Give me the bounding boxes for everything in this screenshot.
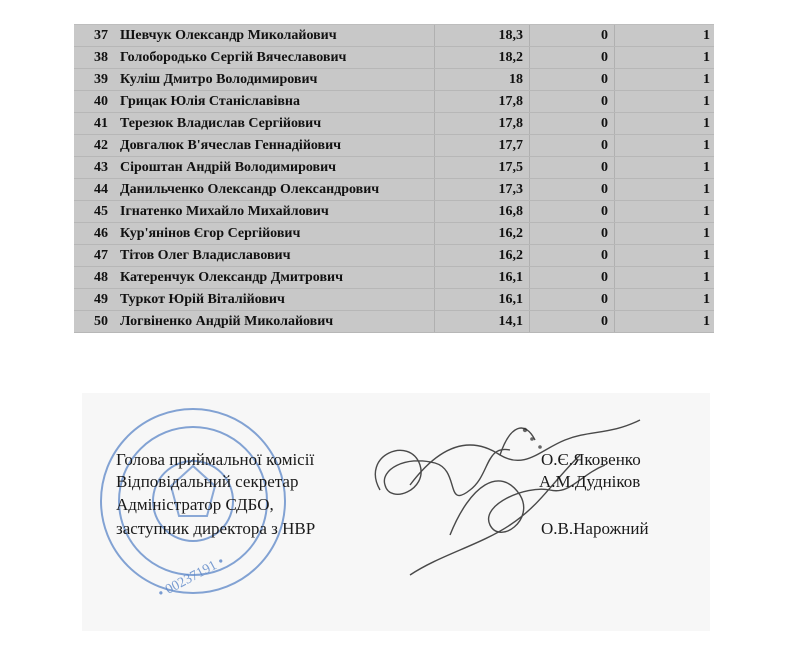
score-cell: 16,8 [435, 201, 530, 222]
one-cell: 1 [703, 137, 710, 153]
zero-cell: 0 [530, 289, 615, 310]
table-row [74, 201, 714, 223]
score-cell: 18,3 [435, 25, 530, 46]
one-cell: 1 [703, 181, 710, 197]
table-row [74, 25, 714, 47]
applicant-name: Сіроштан Андрій Володимирович [114, 157, 435, 178]
zero-cell: 0 [530, 245, 615, 266]
one-cell: 1 [703, 71, 710, 87]
zero-cell: 0 [530, 223, 615, 244]
row-number: 50 [94, 313, 108, 329]
zero-cell: 0 [530, 25, 615, 46]
row-number: 37 [94, 27, 108, 43]
one-cell: 1 [703, 49, 710, 65]
one-cell: 1 [703, 269, 710, 285]
row-number: 38 [94, 49, 108, 65]
row-number: 45 [94, 203, 108, 219]
chairman-role: Голова приймальної комісії [116, 450, 315, 469]
score-cell: 16,1 [435, 289, 530, 310]
svg-text:• 00237191 •: • 00237191 • [155, 554, 228, 602]
score-cell: 17,3 [435, 179, 530, 200]
applicant-name: Кур'янінов Єгор Сергійович [114, 223, 435, 244]
table-row [74, 289, 714, 311]
applicant-name: Данильченко Олександр Олександрович [114, 179, 435, 200]
score-cell: 17,8 [435, 113, 530, 134]
row-number: 41 [94, 115, 108, 131]
score-cell: 17,7 [435, 135, 530, 156]
table-row [74, 135, 714, 157]
applicant-name: Логвіненко Андрій Миколайович [114, 311, 435, 332]
one-cell: 1 [703, 93, 710, 109]
table-row [74, 91, 714, 113]
applicant-name: Ігнатенко Михайло Михайлович [114, 201, 435, 222]
table-row [74, 179, 714, 201]
row-number: 42 [94, 137, 108, 153]
applicant-name: Куліш Дмитро Володимирович [114, 69, 435, 90]
one-cell: 1 [703, 159, 710, 175]
table-row [74, 69, 714, 91]
results-table [74, 24, 714, 333]
row-number: 39 [94, 71, 108, 87]
applicant-name: Тітов Олег Владиславович [114, 245, 435, 266]
score-cell: 16,2 [435, 245, 530, 266]
table-row [74, 245, 714, 267]
secretary-role: Відповідальний секретар [116, 472, 299, 491]
admin-role-line2: заступник директора з НВР [116, 519, 316, 538]
score-cell: 18 [435, 69, 530, 90]
table-row [74, 157, 714, 179]
table-row [74, 113, 714, 135]
applicant-name: Туркот Юрій Віталійович [114, 289, 435, 310]
score-cell: 18,2 [435, 47, 530, 68]
applicant-name: Голобородько Сергій Вячеславович [114, 47, 435, 68]
zero-cell: 0 [530, 157, 615, 178]
applicant-name: Довгалюк В'ячеслав Геннадійович [114, 135, 435, 156]
zero-cell: 0 [530, 91, 615, 112]
row-number: 40 [94, 93, 108, 109]
zero-cell: 0 [530, 113, 615, 134]
applicant-name: Терезюк Владислав Сергійович [114, 113, 435, 134]
zero-cell: 0 [530, 179, 615, 200]
applicant-name: Катеренчук Олександр Дмитрович [114, 267, 435, 288]
score-cell: 14,1 [435, 311, 530, 332]
row-number: 44 [94, 181, 108, 197]
score-cell: 16,1 [435, 267, 530, 288]
row-number: 47 [94, 247, 108, 263]
one-cell: 1 [703, 291, 710, 307]
one-cell: 1 [703, 203, 710, 219]
row-number: 43 [94, 159, 108, 175]
zero-cell: 0 [530, 311, 615, 332]
one-cell: 1 [703, 247, 710, 263]
table-row [74, 311, 714, 333]
table-row [74, 267, 714, 289]
handwritten-signatures [350, 395, 680, 605]
score-cell: 17,5 [435, 157, 530, 178]
score-cell: 16,2 [435, 223, 530, 244]
applicant-name: Грицак Юлія Станіславівна [114, 91, 435, 112]
row-number: 46 [94, 225, 108, 241]
table-row [74, 47, 714, 69]
one-cell: 1 [703, 313, 710, 329]
zero-cell: 0 [530, 69, 615, 90]
zero-cell: 0 [530, 267, 615, 288]
row-number: 49 [94, 291, 108, 307]
applicant-name: Шевчук Олександр Миколайович [114, 25, 435, 46]
zero-cell: 0 [530, 135, 615, 156]
score-cell: 17,8 [435, 91, 530, 112]
row-number: 48 [94, 269, 108, 285]
zero-cell: 0 [530, 47, 615, 68]
deputy-name: О.В.Нарожний [541, 519, 649, 538]
one-cell: 1 [703, 225, 710, 241]
zero-cell: 0 [530, 201, 615, 222]
table-row [74, 223, 714, 245]
chairman-name: О.Є.Яковенко [541, 450, 641, 469]
secretary-name: А.М.Дудніков [539, 472, 641, 491]
one-cell: 1 [703, 27, 710, 43]
one-cell: 1 [703, 115, 710, 131]
admin-role-line1: Адміністратор СДБО, [116, 495, 274, 514]
